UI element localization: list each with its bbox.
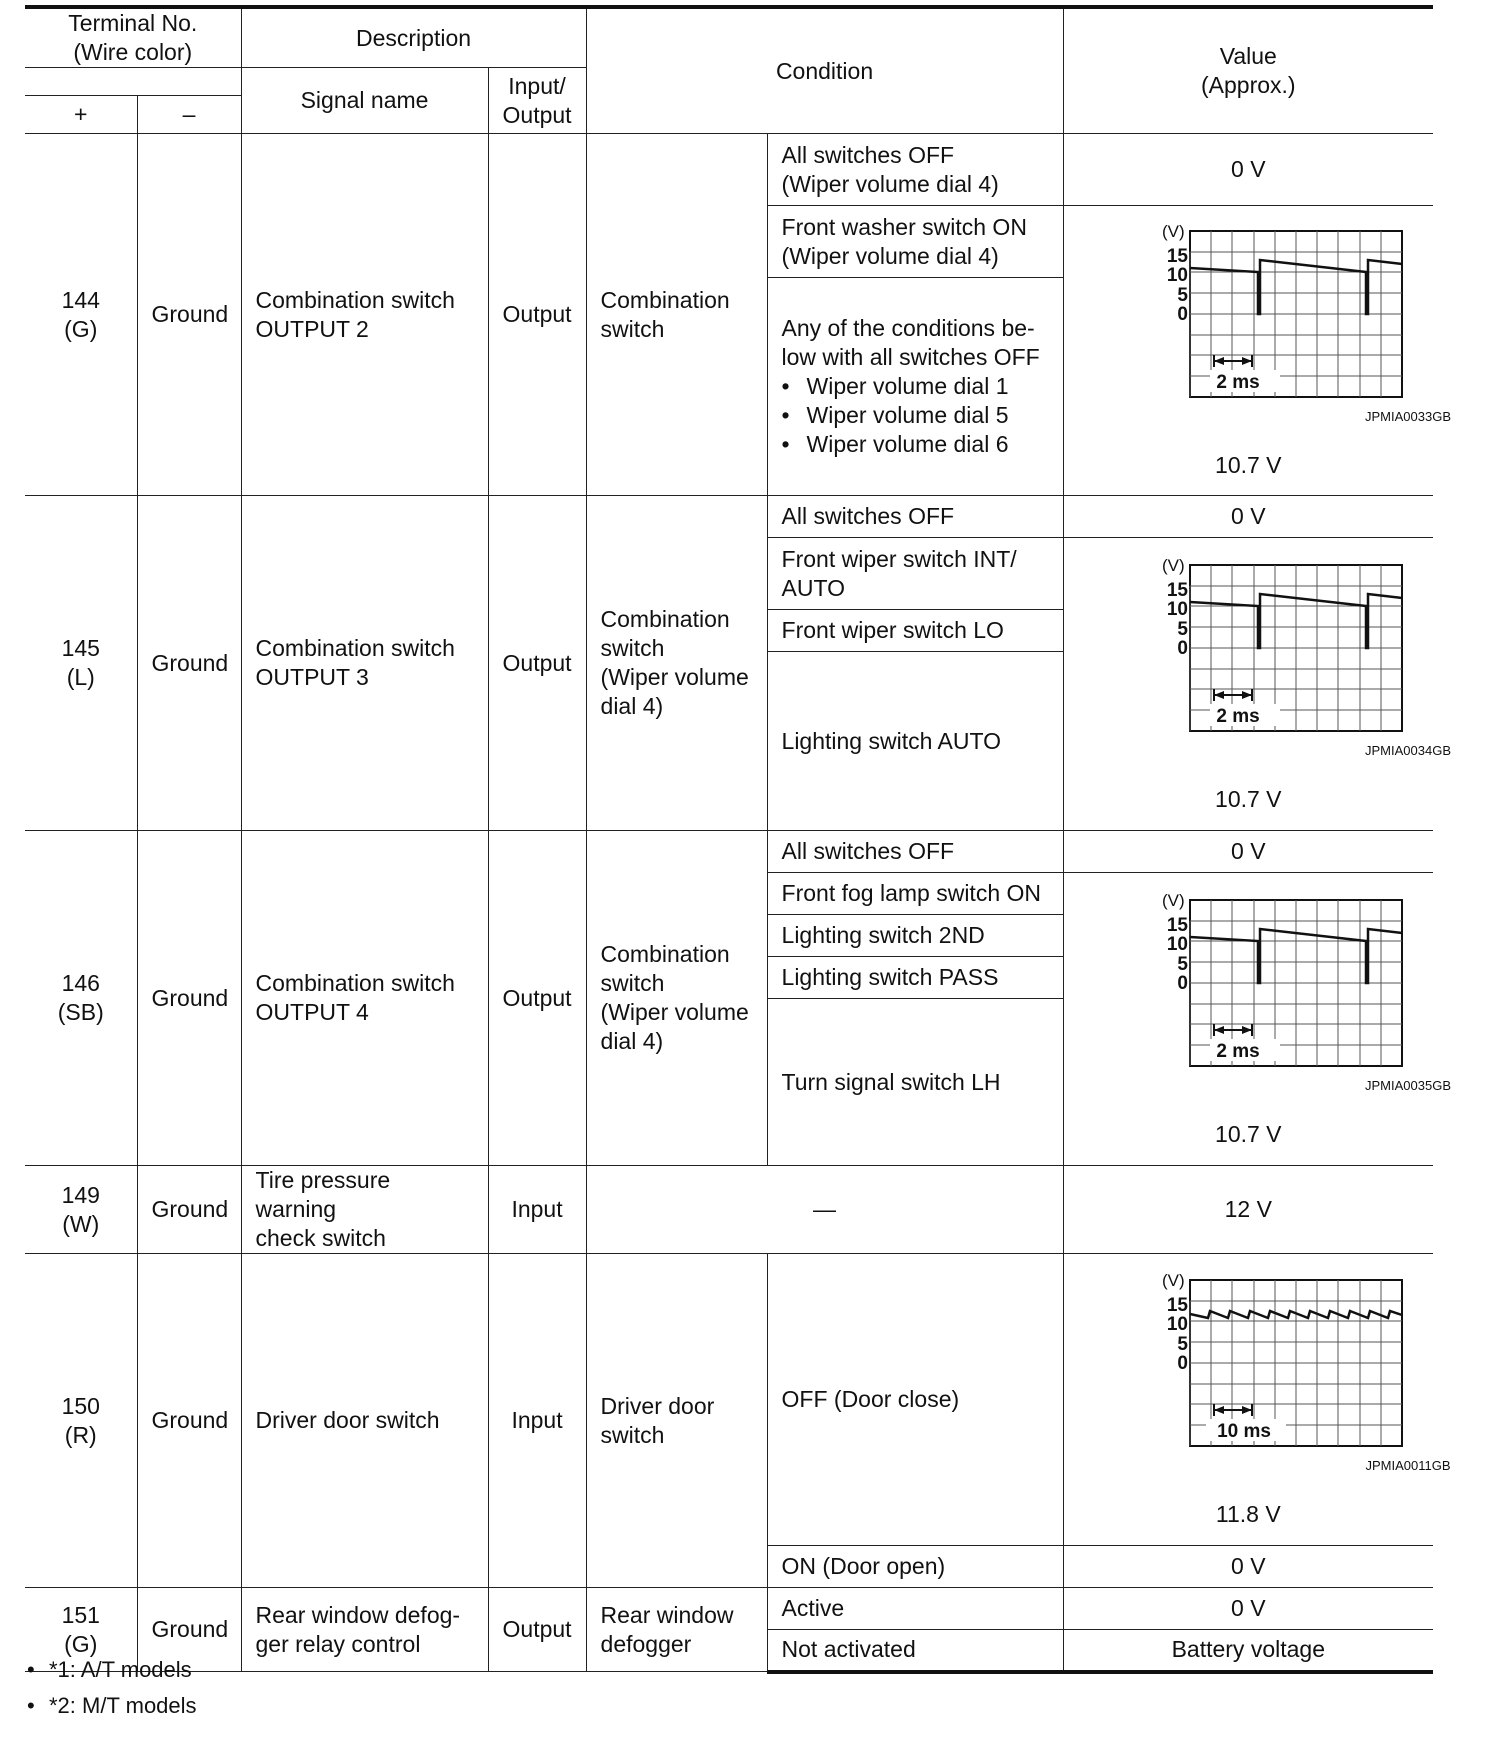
input-output: Input <box>488 1254 586 1588</box>
signal-name <box>241 134 488 496</box>
condition <box>767 538 1063 610</box>
signal-name <box>241 831 488 1166</box>
condition <box>767 134 1063 206</box>
condition-line: Any of the conditions be- <box>781 315 1035 341</box>
header-io-label-2: Output <box>502 101 572 128</box>
y-tick-0: 0 <box>1177 304 1189 325</box>
terminal-number: 144 <box>61 286 100 313</box>
signal-name-line: Combination switch <box>255 286 455 313</box>
terminal-number: 149 <box>61 1181 100 1208</box>
signal-name-line: OUTPUT 2 <box>255 315 369 342</box>
condition: Lighting switch PASS <box>767 957 1063 999</box>
y-tick-10: 10 <box>1167 1314 1189 1335</box>
value: 12 V <box>1063 1166 1433 1254</box>
waveform-time-label: 2 ms <box>1216 705 1260 727</box>
waveform-time-label: 10 ms <box>1217 1421 1272 1442</box>
wire-color: (G) <box>64 315 98 342</box>
input-output: Output <box>488 831 586 1166</box>
header-plus: + <box>25 96 137 134</box>
waveform-chart <box>1078 890 1452 1120</box>
terminal-146 <box>25 831 137 1166</box>
value: Battery voltage <box>1063 1630 1433 1672</box>
condition: Not activated <box>767 1630 1063 1672</box>
signal-name-line: OUTPUT 4 <box>255 999 369 1025</box>
wire-color: (SB) <box>57 999 104 1025</box>
condition-line: (Wiper volume dial 4) <box>781 170 999 197</box>
condition: Front fog lamp switch ON <box>767 873 1063 915</box>
condition: ON (Door open) <box>767 1546 1063 1588</box>
input-output: Output <box>488 496 586 831</box>
signal-name <box>241 496 488 831</box>
header-terminal-no <box>25 7 241 68</box>
condition-group-line: (Wiper volume <box>600 999 749 1025</box>
terminal-number: 145 <box>61 635 100 661</box>
wire-color: (L) <box>66 664 95 690</box>
header-condition: Condition <box>586 7 1063 134</box>
condition: Lighting switch AUTO <box>767 652 1063 831</box>
signal-name-line: Combination switch <box>255 635 455 661</box>
condition-line: AUTO <box>781 574 846 601</box>
signal-name-line: Rear window defog- <box>255 1601 461 1628</box>
header-minus: – <box>137 96 241 134</box>
wire-color: (R) <box>64 1421 97 1448</box>
signal-name-line: check switch <box>255 1225 386 1251</box>
y-tick-5: 5 <box>1177 953 1189 975</box>
condition-group-line: Driver door <box>600 1392 715 1419</box>
y-tick-10: 10 <box>1167 933 1189 955</box>
waveform-time-label: 2 ms <box>1216 372 1260 393</box>
condition-line: All switches OFF <box>781 141 955 168</box>
y-tick-15: 15 <box>1167 914 1189 936</box>
waveform-code: JPMIA0034GB <box>1365 742 1452 758</box>
waveform-time-label: 2 ms <box>1216 1040 1260 1062</box>
header-terminal-no-label: Terminal No. <box>68 10 198 36</box>
footnotes <box>25 1652 197 1724</box>
condition-group-line: switch <box>600 315 665 342</box>
condition-line: (Wiper volume dial 4) <box>781 242 999 269</box>
terminal-149 <box>25 1166 137 1254</box>
condition-bullet: • Wiper volume dial 1 <box>782 372 1049 401</box>
y-tick-5: 5 <box>1177 618 1189 640</box>
y-tick-5: 5 <box>1177 285 1189 306</box>
terminal-table-wrapper <box>25 5 1452 1674</box>
condition-bullet: • Wiper volume dial 6 <box>782 430 1049 459</box>
y-tick-10: 10 <box>1167 265 1189 286</box>
y-tick-15: 15 <box>1167 246 1189 267</box>
header-value-label: Value <box>1219 43 1277 69</box>
condition-group-line: dial 4) <box>600 1028 664 1054</box>
condition-line: low with all switches OFF <box>781 344 1040 370</box>
y-tick-0: 0 <box>1177 637 1189 659</box>
value: 0 V <box>1063 1588 1433 1630</box>
input-output: Output <box>488 1588 586 1672</box>
header-terminal-spacer <box>25 68 241 96</box>
waveform-chart <box>1078 221 1452 451</box>
condition-group <box>586 134 767 496</box>
input-output: Output <box>488 134 586 496</box>
condition: Lighting switch 2ND <box>767 915 1063 957</box>
header-value <box>1063 7 1433 134</box>
footnote-mt-models: • *2: M/T models <box>25 1688 197 1724</box>
condition: Active <box>767 1588 1063 1630</box>
value-waveform-cell <box>1063 538 1452 831</box>
header-io-label-1: Input/ <box>508 72 566 99</box>
condition-group-line: dial 4) <box>600 693 664 719</box>
terminal-150 <box>25 1254 137 1588</box>
terminal-number: 151 <box>61 1601 100 1628</box>
value: 0 V <box>1063 496 1433 538</box>
value: 11.8 V <box>1215 1501 1281 1527</box>
condition-group-line: (Wiper volume <box>600 664 749 690</box>
condition-group-line: Rear window <box>600 1601 734 1628</box>
signal-name-line: Combination switch <box>255 970 455 996</box>
condition <box>767 206 1063 278</box>
condition: All switches OFF <box>767 496 1063 538</box>
condition-group-line: switch <box>600 1421 665 1448</box>
waveform-chart <box>1078 1270 1451 1500</box>
value: 0 V <box>1063 134 1433 206</box>
header-signal-name: Signal name <box>241 68 488 134</box>
condition: — <box>586 1166 1063 1254</box>
condition-group-line: Combination <box>600 286 730 313</box>
condition-line: Front wiper switch INT/ <box>781 545 1017 572</box>
minus-terminal: Ground <box>137 134 241 496</box>
value: 10.7 V <box>1215 452 1282 478</box>
terminal-spec-table <box>25 5 1452 1674</box>
value: 0 V <box>1063 1546 1433 1588</box>
condition-group <box>586 496 767 831</box>
signal-name-line: Tire pressure warning <box>255 1167 391 1222</box>
y-tick-15: 15 <box>1167 579 1189 601</box>
footnote-at-models: • *1: A/T models <box>25 1652 197 1688</box>
terminal-number: 146 <box>61 970 100 996</box>
condition-group-line: switch <box>600 970 665 996</box>
minus-terminal: Ground <box>137 496 241 831</box>
header-description: Description <box>241 7 586 68</box>
value-waveform-cell <box>1063 206 1452 496</box>
condition-group-line: Combination <box>600 606 730 632</box>
header-input-output <box>488 68 586 134</box>
y-tick-5: 5 <box>1177 1334 1189 1355</box>
value: 10.7 V <box>1215 1120 1282 1147</box>
terminal-number: 150 <box>61 1392 100 1419</box>
value: 0 V <box>1063 831 1433 873</box>
condition: Turn signal switch LH <box>767 999 1063 1166</box>
condition <box>767 278 1063 496</box>
condition-bullet: • Wiper volume dial 5 <box>782 401 1049 430</box>
condition-group <box>586 831 767 1166</box>
terminal-145 <box>25 496 137 831</box>
y-tick-0: 0 <box>1177 1353 1189 1374</box>
y-tick-0: 0 <box>1177 972 1189 994</box>
condition-group-line: Combination <box>600 941 730 967</box>
condition: All switches OFF <box>767 831 1063 873</box>
value-waveform-cell <box>1063 1254 1451 1546</box>
y-tick-15: 15 <box>1167 1295 1189 1316</box>
value: 10.7 V <box>1215 785 1282 812</box>
signal-name <box>241 1166 488 1254</box>
header-wire-color-label: (Wire color) <box>73 39 193 65</box>
minus-terminal: Ground <box>137 1588 241 1672</box>
signal-name <box>241 1588 488 1672</box>
terminal-144 <box>25 134 137 496</box>
condition: OFF (Door close) <box>767 1254 1063 1546</box>
signal-name-line: ger relay control <box>255 1630 421 1657</box>
signal-name-line: OUTPUT 3 <box>255 664 369 690</box>
waveform-code: JPMIA0033GB <box>1365 409 1452 424</box>
minus-terminal: Ground <box>137 831 241 1166</box>
condition-group <box>586 1254 767 1588</box>
waveform-chart <box>1078 555 1452 785</box>
signal-name: Driver door switch <box>241 1254 488 1588</box>
value-waveform-cell <box>1063 873 1452 1166</box>
condition-group-line: switch <box>600 635 665 661</box>
wire-color: (W) <box>62 1210 100 1237</box>
waveform-code: JPMIA0011GB <box>1365 1458 1451 1473</box>
header-value-approx-label: (Approx.) <box>1200 72 1296 98</box>
condition-group <box>586 1588 767 1672</box>
y-tick-10: 10 <box>1167 598 1189 620</box>
waveform-code: JPMIA0035GB <box>1365 1077 1452 1093</box>
condition: Front wiper switch LO <box>767 610 1063 652</box>
wire-color: (G) <box>64 1630 98 1657</box>
minus-terminal: Ground <box>137 1166 241 1254</box>
condition-group-line: defogger <box>600 1630 692 1657</box>
input-output: Input <box>488 1166 586 1254</box>
minus-terminal: Ground <box>137 1254 241 1588</box>
condition-line: Front washer switch ON <box>781 213 1027 240</box>
